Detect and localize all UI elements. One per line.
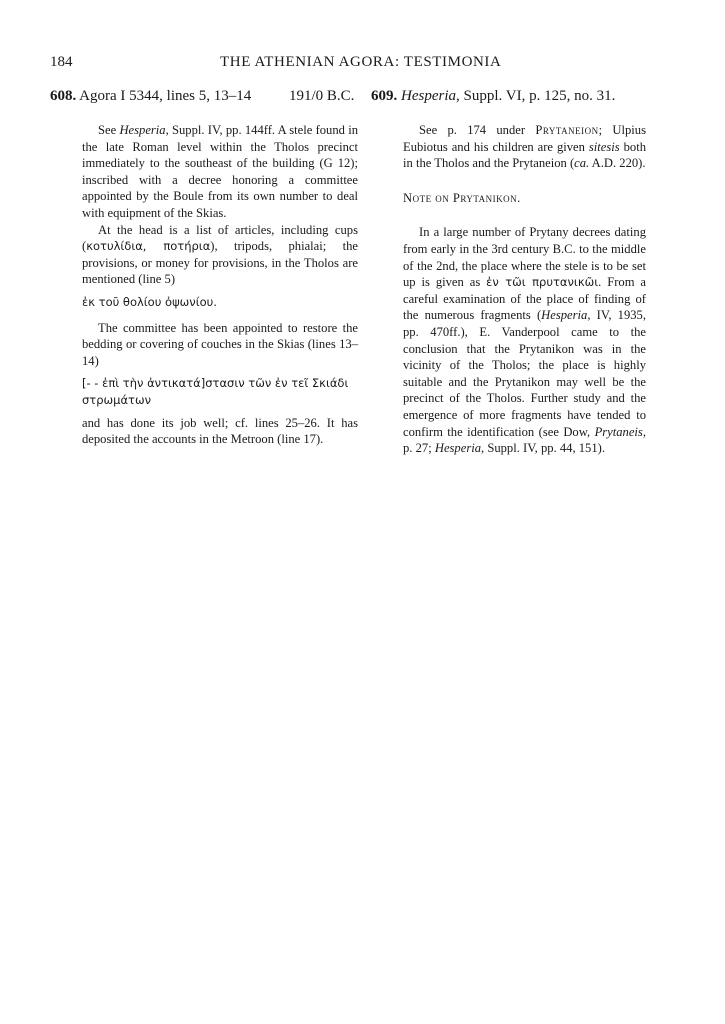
text-run: , Suppl. IV, pp. 144ff. A stele found in the late Roman level within the Tholos precinct immediately to the southeast of the building (G 12); inscribed with a decree honoring a committee appointed by the Boule from its own number to deal with equipment of the Skias. (82, 123, 358, 220)
entry-609-citation: , Suppl. VI, p. 125, no. 31. (456, 88, 616, 104)
entry-608-title: Agora I 5344, lines 5, 13–14 (76, 88, 252, 104)
entry-609-heading (371, 88, 651, 108)
note-heading: Note on Prytanikon. (403, 190, 521, 205)
entry-608-heading (50, 88, 365, 108)
text-run: , Suppl. IV, pp. 44, 151). (481, 441, 605, 456)
book-title: Prytaneis (594, 424, 643, 439)
right-column (403, 122, 646, 457)
text-run: , IV, 1935, pp. 470ff.), E. Vanderpool came to the conclusion that the Prytanikon was in the vicinity of the Tholos; the place is highly suitable and the Prytanikon may well be the precinct of the Tholos. Further study and the emergence of more fragments have tended to confirm the identification (see Dow, (403, 308, 646, 439)
text-run: ; Ulpius Eubiotus and his children are given (403, 123, 646, 154)
text-run: , p. 27; (403, 424, 646, 456)
entry-608-paragraph-2 (82, 222, 358, 288)
entry-608-number: 608. (50, 88, 77, 104)
page-number: 184 (50, 54, 73, 70)
journal-title: Hesperia (541, 308, 588, 323)
italic-term: ca. (574, 156, 590, 171)
page-header (50, 54, 646, 74)
entry-608-paragraph-1 (82, 122, 358, 222)
text-run: See p. 174 under (419, 123, 536, 137)
running-title: THE ATHENIAN AGORA: TESTIMONIA (220, 54, 502, 70)
text-run: At the head is a list of articles, including cups ( (82, 222, 358, 254)
cross-reference: Prytaneion (535, 123, 599, 137)
entry-608-date: 191/0 B.C. (289, 88, 355, 104)
text-run: A.D. 220). (589, 156, 646, 171)
entry-608-paragraph-4: and has done its job well; cf. lines 25–26. It has deposited the accounts in the Metroon (line 17). (82, 415, 358, 447)
journal-title: Hesperia (434, 441, 482, 456)
entry-609-number: 609. (371, 88, 398, 104)
journal-title: Hesperia (119, 123, 166, 137)
entry-609-journal: Hesperia (401, 88, 456, 104)
note-paragraph (403, 224, 646, 456)
text-run: . From a careful examination of the place of finding of the numerous fragments ( (403, 275, 647, 323)
text-run: ), tripods, phialai; the provisions, or money for provisions, in the Tholos are mentioned (line 5) (82, 239, 358, 287)
entry-609-paragraph-1 (403, 122, 646, 172)
text-run: In a large number of Prytany decrees dating from early in the 3rd century B.C. to the middle of the 2nd, the place where the stele is to be set up is given as (403, 225, 646, 290)
greek-text: κοτυλίδια, ποτήρια (86, 239, 211, 254)
italic-term: sitesis (588, 139, 620, 154)
entry-608-paragraph-3: The committee has been appointed to restore the bedding or covering of couches in the Skias (lines 13–14) (82, 320, 358, 368)
text-run: both in the Tholos and the Prytaneion ( (403, 139, 646, 171)
greek-quote-2: [- - ἐπὶ τὴν ἀντικατά]στασιν τῶν ἐν τεῖ Σκιάδι στρωμάτων (82, 376, 349, 407)
greek-text: ἐν τῶι πρυτανικῶι (486, 275, 599, 290)
text-run: See (98, 123, 120, 137)
left-column (82, 122, 358, 448)
greek-quote-1: ἐκ τοῦ θολίου ὀψωνίου. (82, 294, 217, 309)
